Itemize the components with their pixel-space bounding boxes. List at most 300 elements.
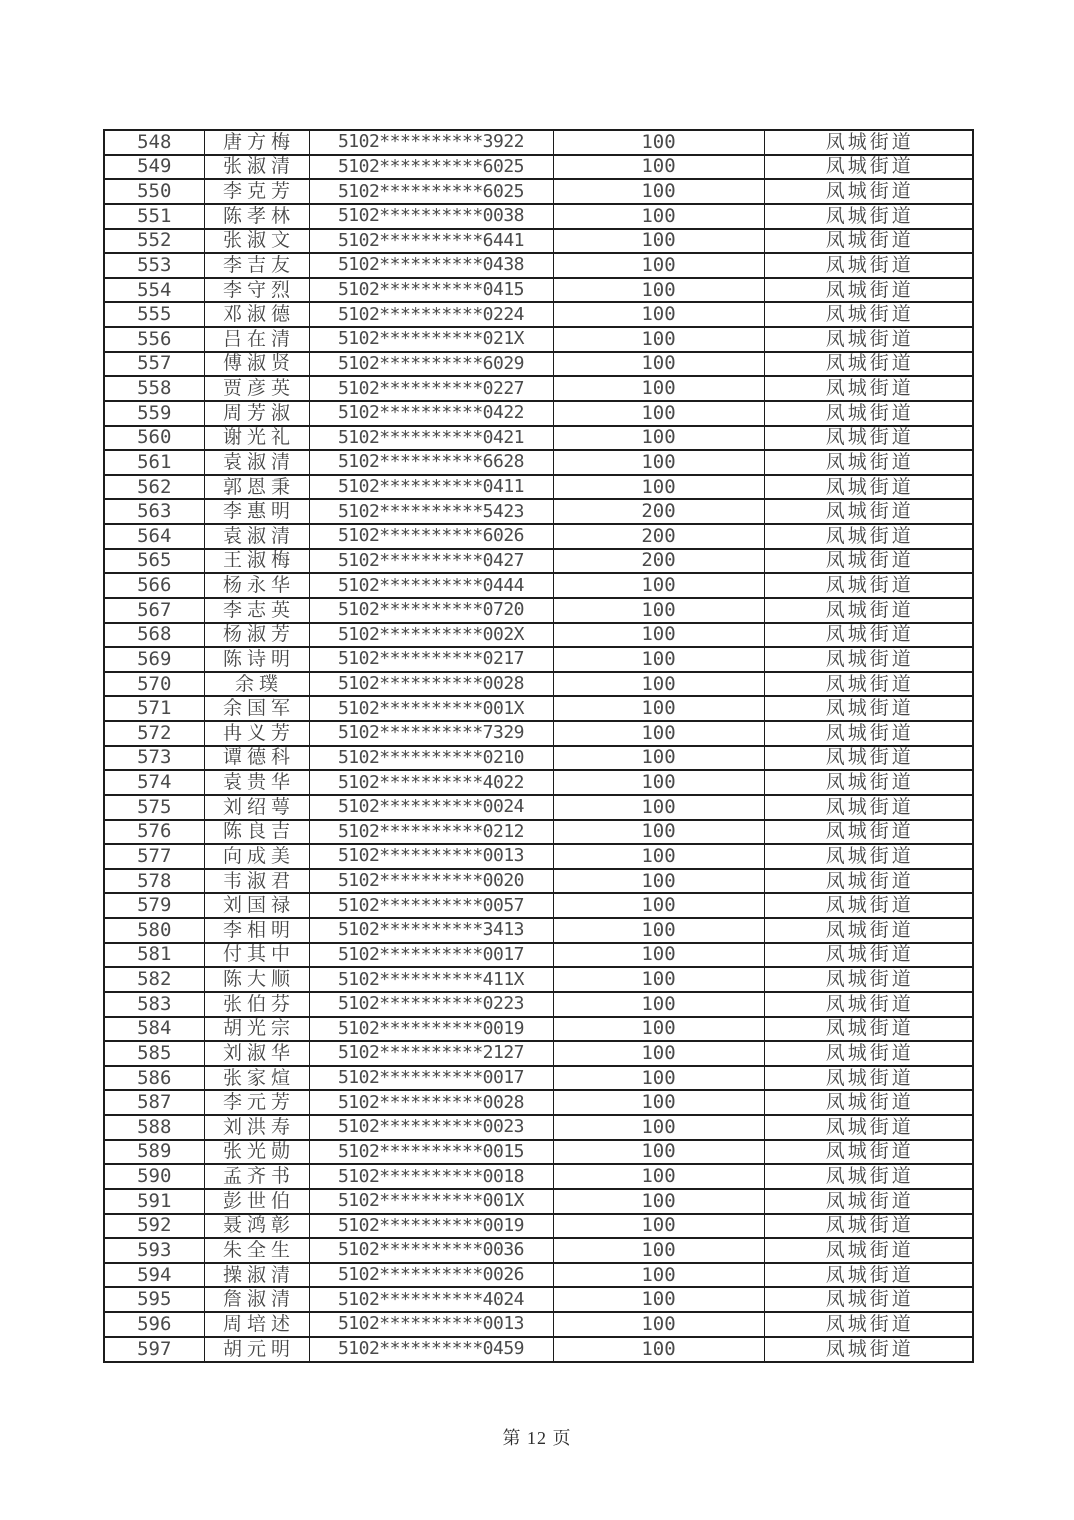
cell-person-name: 李克芳	[204, 179, 309, 204]
cell-serial-number: 582	[104, 967, 204, 992]
cell-serial-number: 552	[104, 229, 204, 254]
table-row	[104, 573, 973, 598]
cell-district: 凤城街道	[764, 647, 973, 672]
cell-person-name: 刘洪寿	[204, 1115, 309, 1140]
cell-serial-number: 575	[104, 795, 204, 820]
cell-id-number: 5102**********0427	[309, 549, 553, 574]
cell-person-name: 詹淑清	[204, 1287, 309, 1312]
cell-id-number: 5102**********7329	[309, 721, 553, 746]
cell-id-number: 5102**********0227	[309, 376, 553, 401]
cell-district: 凤城街道	[764, 844, 973, 869]
cell-district: 凤城街道	[764, 1214, 973, 1239]
cell-id-number: 5102**********0028	[309, 672, 553, 697]
cell-id-number: 5102**********0038	[309, 204, 553, 229]
cell-id-number: 5102**********0036	[309, 1238, 553, 1263]
cell-amount: 100	[553, 820, 764, 845]
table-row	[104, 204, 973, 229]
cell-district: 凤城街道	[764, 820, 973, 845]
cell-serial-number: 595	[104, 1287, 204, 1312]
cell-district: 凤城街道	[764, 327, 973, 352]
cell-id-number: 5102**********0217	[309, 647, 553, 672]
cell-district: 凤城街道	[764, 1090, 973, 1115]
cell-serial-number: 571	[104, 696, 204, 721]
roster-table	[103, 129, 974, 1363]
cell-id-number: 5102**********6628	[309, 450, 553, 475]
cell-district: 凤城街道	[764, 696, 973, 721]
cell-amount: 100	[553, 623, 764, 648]
table-row	[104, 992, 973, 1017]
cell-amount: 100	[553, 278, 764, 303]
cell-id-number: 5102**********0020	[309, 869, 553, 894]
cell-district: 凤城街道	[764, 1066, 973, 1091]
cell-id-number: 5102**********0223	[309, 992, 553, 1017]
cell-amount: 200	[553, 499, 764, 524]
cell-serial-number: 550	[104, 179, 204, 204]
cell-serial-number: 561	[104, 450, 204, 475]
cell-id-number: 5102**********4022	[309, 770, 553, 795]
table-row	[104, 1066, 973, 1091]
cell-serial-number: 581	[104, 943, 204, 968]
cell-district: 凤城街道	[764, 1287, 973, 1312]
cell-amount: 100	[553, 943, 764, 968]
cell-id-number: 5102**********0015	[309, 1140, 553, 1165]
cell-person-name: 郭恩秉	[204, 475, 309, 500]
table-row	[104, 869, 973, 894]
cell-district: 凤城街道	[764, 967, 973, 992]
cell-person-name: 刘淑华	[204, 1041, 309, 1066]
cell-district: 凤城街道	[764, 426, 973, 451]
cell-amount: 100	[553, 918, 764, 943]
cell-person-name: 谢光礼	[204, 426, 309, 451]
cell-amount: 100	[553, 770, 764, 795]
cell-amount: 100	[553, 1287, 764, 1312]
cell-person-name: 袁淑清	[204, 524, 309, 549]
cell-id-number: 5102**********0444	[309, 573, 553, 598]
cell-id-number: 5102**********6441	[309, 229, 553, 254]
cell-serial-number: 569	[104, 647, 204, 672]
cell-district: 凤城街道	[764, 179, 973, 204]
cell-amount: 100	[553, 1066, 764, 1091]
table-row	[104, 376, 973, 401]
cell-serial-number: 563	[104, 499, 204, 524]
cell-amount: 100	[553, 967, 764, 992]
cell-amount: 100	[553, 795, 764, 820]
cell-id-number: 5102**********3413	[309, 918, 553, 943]
cell-amount: 100	[553, 721, 764, 746]
cell-id-number: 5102**********5423	[309, 499, 553, 524]
cell-person-name: 陈良吉	[204, 820, 309, 845]
cell-district: 凤城街道	[764, 499, 973, 524]
cell-district: 凤城街道	[764, 1115, 973, 1140]
cell-amount: 100	[553, 1263, 764, 1288]
cell-amount: 100	[553, 401, 764, 426]
cell-id-number: 5102**********001X	[309, 1189, 553, 1214]
cell-amount: 100	[553, 204, 764, 229]
cell-serial-number: 592	[104, 1214, 204, 1239]
cell-district: 凤城街道	[764, 721, 973, 746]
cell-amount: 100	[553, 302, 764, 327]
cell-person-name: 王淑梅	[204, 549, 309, 574]
cell-person-name: 唐方梅	[204, 130, 309, 155]
cell-amount: 100	[553, 992, 764, 1017]
table-row	[104, 450, 973, 475]
cell-amount: 100	[553, 130, 764, 155]
cell-person-name: 张光勋	[204, 1140, 309, 1165]
table-row	[104, 672, 973, 697]
cell-district: 凤城街道	[764, 155, 973, 180]
cell-amount: 200	[553, 524, 764, 549]
table-row	[104, 918, 973, 943]
cell-serial-number: 553	[104, 253, 204, 278]
cell-person-name: 张伯芬	[204, 992, 309, 1017]
cell-district: 凤城街道	[764, 623, 973, 648]
table-row	[104, 130, 973, 155]
table-row	[104, 302, 973, 327]
table-row	[104, 721, 973, 746]
cell-amount: 100	[553, 1214, 764, 1239]
table-row	[104, 1090, 973, 1115]
cell-amount: 100	[553, 426, 764, 451]
cell-district: 凤城街道	[764, 130, 973, 155]
table-row	[104, 426, 973, 451]
cell-district: 凤城街道	[764, 302, 973, 327]
cell-serial-number: 565	[104, 549, 204, 574]
cell-id-number: 5102**********0024	[309, 795, 553, 820]
cell-serial-number: 583	[104, 992, 204, 1017]
cell-district: 凤城街道	[764, 475, 973, 500]
table-row	[104, 893, 973, 918]
cell-id-number: 5102**********0019	[309, 1214, 553, 1239]
cell-amount: 100	[553, 155, 764, 180]
cell-serial-number: 551	[104, 204, 204, 229]
cell-amount: 100	[553, 746, 764, 771]
cell-amount: 100	[553, 893, 764, 918]
cell-person-name: 余国军	[204, 696, 309, 721]
cell-id-number: 5102**********6025	[309, 179, 553, 204]
cell-serial-number: 578	[104, 869, 204, 894]
cell-district: 凤城街道	[764, 573, 973, 598]
cell-person-name: 李惠明	[204, 499, 309, 524]
table-row	[104, 1115, 973, 1140]
cell-person-name: 周培述	[204, 1312, 309, 1337]
cell-district: 凤城街道	[764, 376, 973, 401]
table-row	[104, 524, 973, 549]
cell-serial-number: 562	[104, 475, 204, 500]
cell-amount: 100	[553, 844, 764, 869]
cell-person-name: 聂鸿彰	[204, 1214, 309, 1239]
cell-amount: 100	[553, 573, 764, 598]
table-row	[104, 1312, 973, 1337]
table-row	[104, 623, 973, 648]
cell-amount: 100	[553, 1164, 764, 1189]
cell-id-number: 5102**********0018	[309, 1164, 553, 1189]
cell-id-number: 5102**********6029	[309, 352, 553, 377]
table-row	[104, 1263, 973, 1288]
cell-person-name: 胡元明	[204, 1337, 309, 1362]
cell-serial-number: 548	[104, 130, 204, 155]
cell-person-name: 陈大顺	[204, 967, 309, 992]
table-row	[104, 1189, 973, 1214]
cell-serial-number: 560	[104, 426, 204, 451]
cell-person-name: 李元芳	[204, 1090, 309, 1115]
cell-id-number: 5102**********001X	[309, 696, 553, 721]
cell-person-name: 张家煊	[204, 1066, 309, 1091]
cell-person-name: 贾彦英	[204, 376, 309, 401]
table-row	[104, 229, 973, 254]
cell-serial-number: 555	[104, 302, 204, 327]
cell-person-name: 吕在清	[204, 327, 309, 352]
cell-serial-number: 584	[104, 1017, 204, 1042]
cell-amount: 100	[553, 1041, 764, 1066]
cell-district: 凤城街道	[764, 770, 973, 795]
cell-id-number: 5102**********0415	[309, 278, 553, 303]
cell-person-name: 彭世伯	[204, 1189, 309, 1214]
table-row	[104, 278, 973, 303]
table-row	[104, 795, 973, 820]
cell-person-name: 邓淑德	[204, 302, 309, 327]
cell-serial-number: 586	[104, 1066, 204, 1091]
cell-id-number: 5102**********3922	[309, 130, 553, 155]
cell-person-name: 李志英	[204, 598, 309, 623]
table-row	[104, 746, 973, 771]
cell-serial-number: 585	[104, 1041, 204, 1066]
cell-district: 凤城街道	[764, 1017, 973, 1042]
cell-id-number: 5102**********002X	[309, 623, 553, 648]
cell-person-name: 张淑文	[204, 229, 309, 254]
cell-amount: 100	[553, 229, 764, 254]
table-row	[104, 943, 973, 968]
cell-person-name: 张淑清	[204, 155, 309, 180]
cell-person-name: 李守烈	[204, 278, 309, 303]
cell-serial-number: 594	[104, 1263, 204, 1288]
table-row	[104, 1337, 973, 1362]
cell-id-number: 5102**********0026	[309, 1263, 553, 1288]
cell-amount: 100	[553, 179, 764, 204]
table-row	[104, 1164, 973, 1189]
cell-district: 凤城街道	[764, 401, 973, 426]
table-row	[104, 1287, 973, 1312]
cell-person-name: 刘国禄	[204, 893, 309, 918]
table-row	[104, 155, 973, 180]
cell-amount: 100	[553, 352, 764, 377]
cell-person-name: 李相明	[204, 918, 309, 943]
table-row	[104, 1238, 973, 1263]
cell-serial-number: 591	[104, 1189, 204, 1214]
cell-district: 凤城街道	[764, 204, 973, 229]
cell-serial-number: 554	[104, 278, 204, 303]
page-footer	[0, 1424, 1074, 1450]
cell-id-number: 5102**********6026	[309, 524, 553, 549]
cell-id-number: 5102**********0017	[309, 1066, 553, 1091]
cell-person-name: 袁贵华	[204, 770, 309, 795]
cell-id-number: 5102**********0028	[309, 1090, 553, 1115]
cell-person-name: 韦淑君	[204, 869, 309, 894]
cell-serial-number: 556	[104, 327, 204, 352]
cell-amount: 100	[553, 327, 764, 352]
cell-serial-number: 557	[104, 352, 204, 377]
cell-serial-number: 588	[104, 1115, 204, 1140]
cell-person-name: 向成美	[204, 844, 309, 869]
table-row	[104, 820, 973, 845]
cell-amount: 100	[553, 1090, 764, 1115]
cell-district: 凤城街道	[764, 598, 973, 623]
cell-district: 凤城街道	[764, 549, 973, 574]
cell-person-name: 袁淑清	[204, 450, 309, 475]
cell-person-name: 傅淑贤	[204, 352, 309, 377]
cell-district: 凤城街道	[764, 1312, 973, 1337]
cell-serial-number: 566	[104, 573, 204, 598]
cell-id-number: 5102**********2127	[309, 1041, 553, 1066]
cell-district: 凤城街道	[764, 278, 973, 303]
cell-amount: 100	[553, 253, 764, 278]
cell-id-number: 5102**********0017	[309, 943, 553, 968]
table-row	[104, 1041, 973, 1066]
table-row	[104, 844, 973, 869]
cell-id-number: 5102**********4024	[309, 1287, 553, 1312]
cell-district: 凤城街道	[764, 1041, 973, 1066]
cell-id-number: 5102**********0023	[309, 1115, 553, 1140]
cell-district: 凤城街道	[764, 869, 973, 894]
cell-person-name: 谭德科	[204, 746, 309, 771]
cell-serial-number: 559	[104, 401, 204, 426]
cell-district: 凤城街道	[764, 352, 973, 377]
cell-id-number: 5102**********0057	[309, 893, 553, 918]
cell-amount: 100	[553, 869, 764, 894]
cell-district: 凤城街道	[764, 1238, 973, 1263]
cell-district: 凤城街道	[764, 943, 973, 968]
table-row	[104, 327, 973, 352]
cell-amount: 100	[553, 1115, 764, 1140]
cell-person-name: 付其中	[204, 943, 309, 968]
cell-amount: 100	[553, 1238, 764, 1263]
cell-district: 凤城街道	[764, 1263, 973, 1288]
cell-serial-number: 549	[104, 155, 204, 180]
cell-serial-number: 574	[104, 770, 204, 795]
cell-serial-number: 568	[104, 623, 204, 648]
cell-id-number: 5102**********0013	[309, 844, 553, 869]
cell-district: 凤城街道	[764, 746, 973, 771]
cell-id-number: 5102**********0421	[309, 426, 553, 451]
table-row	[104, 598, 973, 623]
table-row	[104, 967, 973, 992]
table-row	[104, 770, 973, 795]
cell-serial-number: 590	[104, 1164, 204, 1189]
cell-serial-number: 579	[104, 893, 204, 918]
cell-district: 凤城街道	[764, 1337, 973, 1362]
cell-id-number: 5102**********0459	[309, 1337, 553, 1362]
cell-amount: 100	[553, 450, 764, 475]
cell-person-name: 李吉友	[204, 253, 309, 278]
cell-id-number: 5102**********0438	[309, 253, 553, 278]
cell-serial-number: 572	[104, 721, 204, 746]
cell-serial-number: 596	[104, 1312, 204, 1337]
roster-table-container	[103, 129, 972, 1363]
table-row	[104, 253, 973, 278]
table-row	[104, 352, 973, 377]
cell-id-number: 5102**********0210	[309, 746, 553, 771]
cell-serial-number: 589	[104, 1140, 204, 1165]
cell-person-name: 余璞	[204, 672, 309, 697]
cell-serial-number: 587	[104, 1090, 204, 1115]
cell-amount: 200	[553, 549, 764, 574]
cell-person-name: 操淑清	[204, 1263, 309, 1288]
cell-person-name: 刘绍萼	[204, 795, 309, 820]
cell-serial-number: 564	[104, 524, 204, 549]
table-row	[104, 401, 973, 426]
cell-person-name: 朱全生	[204, 1238, 309, 1263]
cell-amount: 100	[553, 1017, 764, 1042]
cell-district: 凤城街道	[764, 253, 973, 278]
cell-district: 凤城街道	[764, 1164, 973, 1189]
cell-person-name: 陈孝林	[204, 204, 309, 229]
cell-person-name: 周芳淑	[204, 401, 309, 426]
cell-id-number: 5102**********0411	[309, 475, 553, 500]
cell-serial-number: 597	[104, 1337, 204, 1362]
cell-district: 凤城街道	[764, 229, 973, 254]
table-row	[104, 696, 973, 721]
cell-district: 凤城街道	[764, 992, 973, 1017]
cell-person-name: 孟齐书	[204, 1164, 309, 1189]
cell-amount: 100	[553, 1140, 764, 1165]
cell-id-number: 5102**********021X	[309, 327, 553, 352]
cell-district: 凤城街道	[764, 450, 973, 475]
cell-id-number: 5102**********0224	[309, 302, 553, 327]
cell-id-number: 5102**********0212	[309, 820, 553, 845]
cell-district: 凤城街道	[764, 524, 973, 549]
roster-table-body	[104, 130, 973, 1362]
cell-id-number: 5102**********0013	[309, 1312, 553, 1337]
cell-amount: 100	[553, 1312, 764, 1337]
cell-id-number: 5102**********411X	[309, 967, 553, 992]
table-row	[104, 1017, 973, 1042]
cell-id-number: 5102**********6025	[309, 155, 553, 180]
cell-serial-number: 580	[104, 918, 204, 943]
cell-amount: 100	[553, 376, 764, 401]
table-row	[104, 179, 973, 204]
cell-district: 凤城街道	[764, 918, 973, 943]
table-row	[104, 499, 973, 524]
cell-district: 凤城街道	[764, 795, 973, 820]
table-row	[104, 1214, 973, 1239]
cell-serial-number: 567	[104, 598, 204, 623]
cell-id-number: 5102**********0720	[309, 598, 553, 623]
cell-person-name: 冉义芳	[204, 721, 309, 746]
cell-serial-number: 593	[104, 1238, 204, 1263]
cell-serial-number: 577	[104, 844, 204, 869]
cell-person-name: 胡光宗	[204, 1017, 309, 1042]
cell-person-name: 陈诗明	[204, 647, 309, 672]
cell-district: 凤城街道	[764, 1189, 973, 1214]
cell-district: 凤城街道	[764, 893, 973, 918]
cell-amount: 100	[553, 1189, 764, 1214]
table-row	[104, 647, 973, 672]
cell-district: 凤城街道	[764, 672, 973, 697]
cell-serial-number: 573	[104, 746, 204, 771]
table-row	[104, 1140, 973, 1165]
cell-amount: 100	[553, 672, 764, 697]
cell-serial-number: 576	[104, 820, 204, 845]
cell-amount: 100	[553, 696, 764, 721]
table-row	[104, 475, 973, 500]
cell-amount: 100	[553, 475, 764, 500]
cell-amount: 100	[553, 1337, 764, 1362]
table-row	[104, 549, 973, 574]
cell-serial-number: 570	[104, 672, 204, 697]
cell-person-name: 杨永华	[204, 573, 309, 598]
cell-serial-number: 558	[104, 376, 204, 401]
cell-person-name: 杨淑芳	[204, 623, 309, 648]
cell-district: 凤城街道	[764, 1140, 973, 1165]
